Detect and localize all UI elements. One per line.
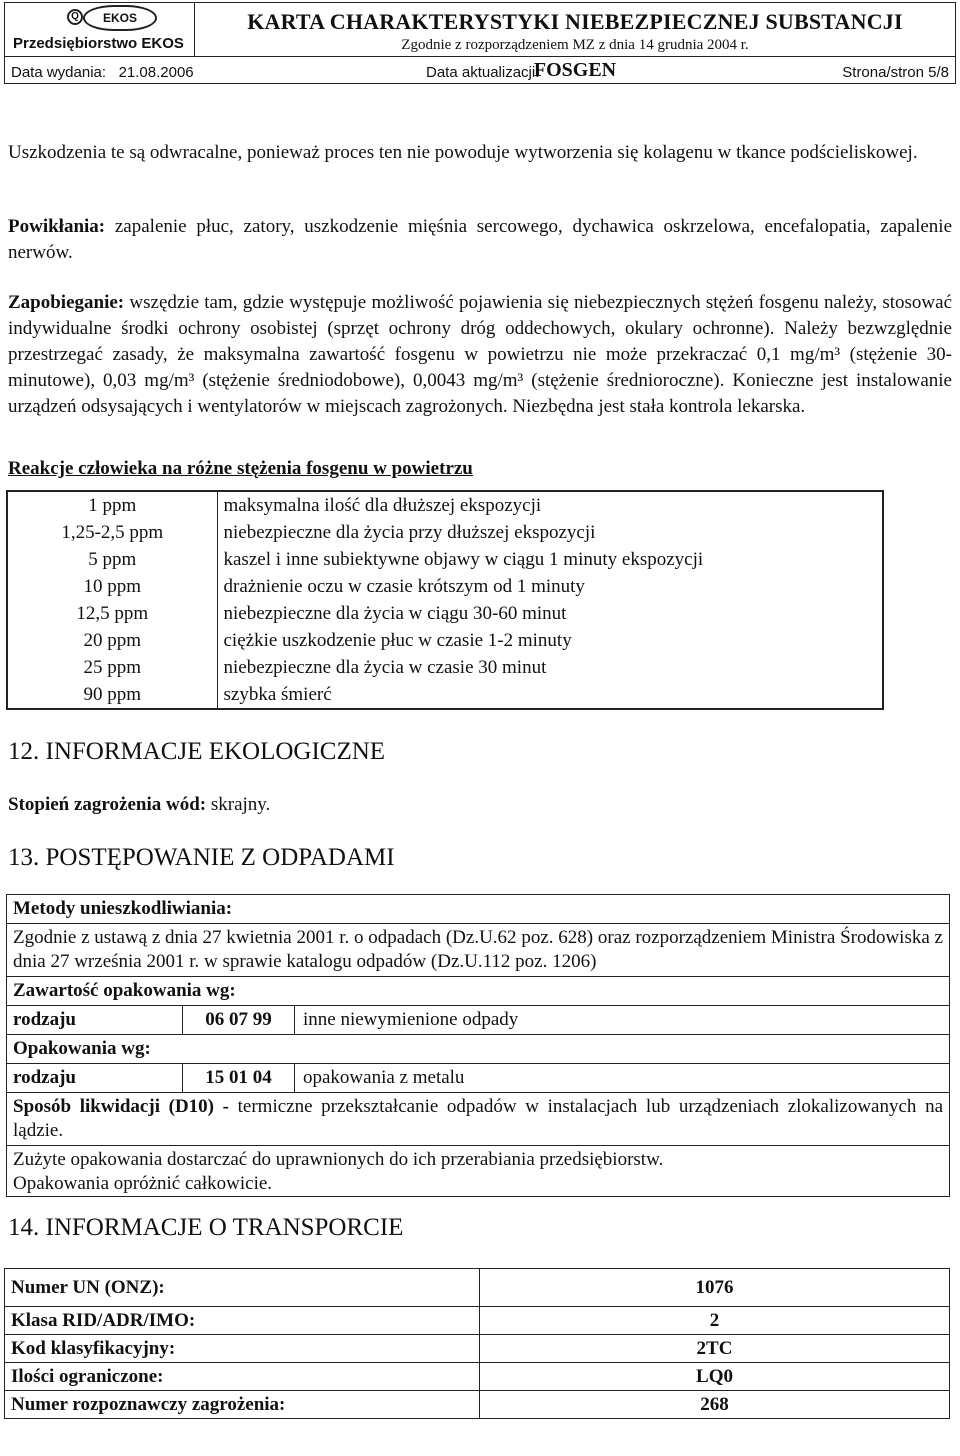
table-row xyxy=(5,1307,950,1335)
transport-label: Numer UN (ONZ): xyxy=(5,1269,480,1307)
prevention-text: wszędzie tam, gdzie występuje możliwość pojawienia się niebezpiecznych stężeń fosgenu należy, stosować indywidualne środki ochrony osobistej (sprzęt ochrony dróg oddechowych, okulary ochronne). Należy bezwzględnie przestrzegać zasady, że maksymalna zawartość fosgenu w powietrzu nie może przekraczać 0,1 mg/m³ (stężenie 30-minutowe), 0,03 mg/m³ (stężenie średniodobowe), 0,0043 mg/m³ (stężenie średnioroczne). Konieczne jest instalowanie urządzeń odsysających i wentylatorów w miejscach zagrożonych. Niezbędna jest stała kontrola lekarska. xyxy=(8,292,953,417)
table-row xyxy=(7,600,883,627)
pack-kind: rodzaju xyxy=(7,1064,183,1092)
document-header xyxy=(4,2,956,84)
prevention-label: Zapobieganie: xyxy=(8,292,125,313)
used-pack-text: Zużyte opakowania dostarczać do uprawnionych do ich przerabiania przedsiębiorstw. xyxy=(13,1149,664,1170)
table-row xyxy=(7,519,883,546)
document-title: KARTA CHARAKTERYSTYKI NIEBEZPIECZNEJ SUBSTANCJI xyxy=(247,9,903,34)
water-hazard-value: skrajny. xyxy=(210,794,271,815)
disposal-row xyxy=(7,1093,949,1146)
complications-label: Powikłania: xyxy=(8,216,106,237)
transport-value: 2TC xyxy=(480,1335,950,1363)
substance-name: FOSGEN xyxy=(533,59,617,81)
paragraph-damage: Uszkodzenia te są odwracalne, ponieważ proces ten nie powoduje wytworzenia się kolagenu w tkance podścieliskowej. xyxy=(8,142,918,163)
effect-cell: kaszel i inne subiektywne objawy w ciągu 1 minuty ekspozycji xyxy=(223,549,704,570)
effect-cell: niebezpieczne dla życia w ciągu 30-60 minut xyxy=(223,603,567,624)
table-row xyxy=(7,573,883,600)
pack-label: Opakowania wg: xyxy=(7,1035,949,1064)
table-row xyxy=(5,1335,950,1363)
table-row xyxy=(5,1363,950,1391)
content-code-row xyxy=(7,1006,949,1035)
table-row xyxy=(7,627,883,654)
pack-code-row xyxy=(7,1064,949,1093)
transport-value: 2 xyxy=(480,1307,950,1335)
conc-cell: 5 ppm xyxy=(7,546,217,573)
reactions-table xyxy=(6,490,884,710)
logo-seal-icon: Q xyxy=(67,9,83,25)
disposal-text: termiczne przekształcanie odpadów w instalacjach lub urządzeniach zlokalizowanych na lądzie. xyxy=(13,1096,944,1141)
effect-cell: ciężkie uszkodzenie płuc w czasie 1-2 minuty xyxy=(223,630,572,651)
section-14-heading: 14. INFORMACJE O TRANSPORCIE xyxy=(8,1214,404,1241)
table-row xyxy=(5,1269,950,1307)
content-label: Zawartość opakowania wg: xyxy=(7,977,949,1006)
table-row xyxy=(7,546,883,573)
transport-value: 268 xyxy=(480,1391,950,1419)
table-row xyxy=(7,654,883,681)
section-12-heading: 12. INFORMACJE EKOLOGICZNE xyxy=(8,738,386,765)
conc-cell: 12,5 ppm xyxy=(7,600,217,627)
section-13-heading: 13. POSTĘPOWANIE Z ODPADAMI xyxy=(8,844,395,871)
water-hazard-line xyxy=(8,794,270,816)
complications-text: zapalenie płuc, zatory, uszkodzenie mięśnia sercowego, dychawica oskrzelowa, encefalopatia, zapalenie nerwów. xyxy=(8,216,953,263)
transport-label: Numer rozpoznawczy zagrożenia: xyxy=(5,1391,480,1419)
pack-desc: opakowania z metalu xyxy=(303,1067,465,1088)
issue-date: 21.08.2006 xyxy=(118,63,194,81)
reactions-heading: Reakcje człowieka na różne stężenia fosgenu w powietrzu xyxy=(8,458,473,479)
methods-label: Metody unieszkodliwiania: xyxy=(7,895,949,924)
paragraph-complications xyxy=(8,214,952,266)
header-title-cell xyxy=(195,3,955,56)
content-desc: inne niewymienione odpady xyxy=(303,1009,519,1030)
content-kind: rodzaju xyxy=(7,1006,183,1034)
methods-text: Zgodnie z ustawą z dnia 27 kwietnia 2001 r. o odpadach (Dz.U.62 poz. 628) oraz rozporządzeniem Ministra Środowiska z dnia 27 września 2001 r. w sprawie katalogu odpadów (Dz.U.112 poz. 1206) xyxy=(7,924,949,977)
header-top-row xyxy=(5,3,955,57)
table-row xyxy=(7,491,883,519)
effect-cell: maksymalna ilość dla dłuższej ekspozycji xyxy=(223,495,542,516)
transport-table xyxy=(4,1268,950,1419)
content-code: 06 07 99 xyxy=(183,1006,295,1034)
update-label: Data aktualizacji: xyxy=(426,63,540,81)
table-row xyxy=(5,1391,950,1419)
transport-label: Kod klasyfikacyjny: xyxy=(5,1335,480,1363)
issue-label: Data wydania: xyxy=(11,63,107,81)
header-logo-cell xyxy=(5,3,195,56)
company-name: Przedsiębiorstwo EKOS xyxy=(13,35,184,52)
conc-cell: 90 ppm xyxy=(7,681,217,709)
paragraph-prevention xyxy=(8,290,952,420)
effect-cell: szybka śmierć xyxy=(223,684,332,705)
effect-cell: niebezpieczne dla życia w czasie 30 minut xyxy=(223,657,547,678)
pack-code: 15 01 04 xyxy=(183,1064,295,1092)
company-logo: EKOS xyxy=(83,5,157,31)
water-hazard-label: Stopień zagrożenia wód: xyxy=(8,794,207,815)
header-info-row xyxy=(5,61,955,83)
waste-box xyxy=(6,894,950,1197)
disposal-label: Sposób likwidacji (D10) - xyxy=(13,1096,229,1117)
page-info: Strona/stron 5/8 xyxy=(842,63,949,81)
table-row xyxy=(7,681,883,709)
effect-cell: niebezpieczne dla życia przy dłuższej ekspozycji xyxy=(223,522,596,543)
conc-cell: 20 ppm xyxy=(7,627,217,654)
transport-label: Klasa RID/ADR/IMO: xyxy=(5,1307,480,1335)
empty-pack-text: Opakowania opróżnić całkowicie. xyxy=(13,1173,273,1194)
transport-value: 1076 xyxy=(480,1269,950,1307)
used-pack-row xyxy=(7,1146,949,1196)
effect-cell: drażnienie oczu w czasie krótszym od 1 minuty xyxy=(223,576,585,597)
transport-label: Ilości ograniczone: xyxy=(5,1363,480,1391)
conc-cell: 10 ppm xyxy=(7,573,217,600)
conc-cell: 25 ppm xyxy=(7,654,217,681)
document-subtitle: Zgodnie z rozporządzeniem MZ z dnia 14 grudnia 2004 r. xyxy=(401,37,749,53)
transport-value: LQ0 xyxy=(480,1363,950,1391)
conc-cell: 1 ppm xyxy=(7,491,217,519)
issue-date-group xyxy=(11,64,426,81)
conc-cell: 1,25-2,5 ppm xyxy=(7,519,217,546)
